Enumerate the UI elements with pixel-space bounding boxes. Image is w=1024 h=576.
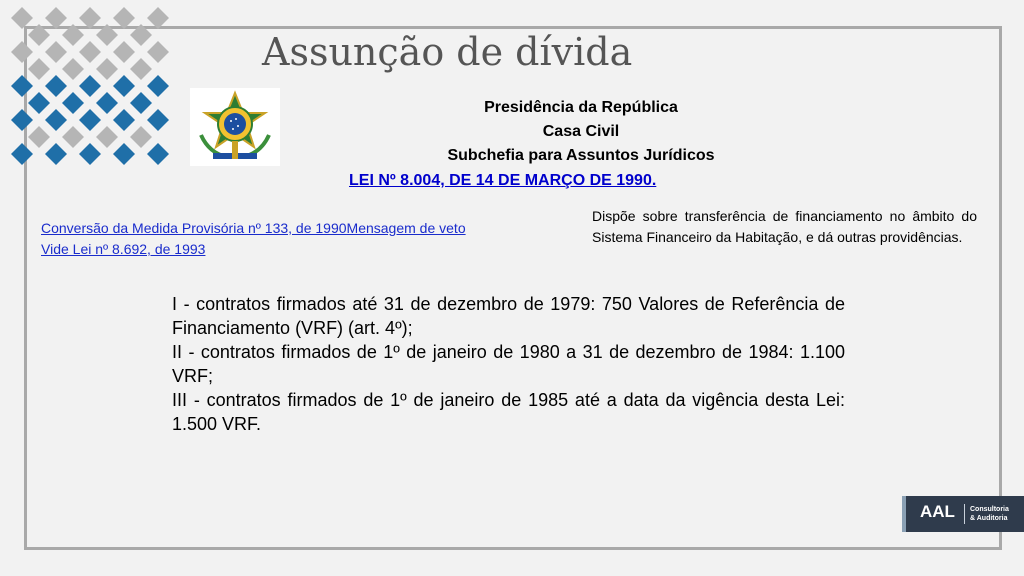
logo-diamond: [45, 7, 67, 29]
issuer-header: [400, 96, 762, 168]
logo-diamond: [130, 24, 152, 46]
reference-links: [41, 218, 466, 260]
logo-diamond: [62, 126, 84, 148]
logo-diamond: [113, 143, 135, 165]
vide-law-link[interactable]: Vide Lei nº 8.692, de 1993: [41, 241, 206, 257]
logo-diamond: [147, 41, 169, 63]
logo-diamond: [96, 92, 118, 114]
header-presidency: Presidência da República: [484, 99, 678, 116]
logo-diamond: [113, 109, 135, 131]
logo-diamond: [45, 143, 67, 165]
law-title-link[interactable]: LEI Nº 8.004, DE 14 DE MARÇO DE 1990.: [349, 172, 657, 189]
brand-subtitle: [970, 505, 1009, 523]
logo-diamond: [130, 58, 152, 80]
logo-diamond: [28, 126, 50, 148]
body-text: [172, 292, 845, 436]
logo-diamond: [11, 75, 33, 97]
logo-diamond: [147, 7, 169, 29]
brand-sub-line2: & Auditoria: [970, 515, 1008, 522]
logo-diamond: [28, 92, 50, 114]
logo-diamond: [147, 109, 169, 131]
logo-diamond: [62, 92, 84, 114]
law-summary: Dispõe sobre transferência de financiamento no âmbito do Sistema Financeiro da Habitação, e dá outras providências.: [592, 208, 977, 245]
logo-diamond: [79, 109, 101, 131]
logo-diamond: [113, 75, 135, 97]
conversion-link[interactable]: Conversão da Medida Provisória nº 133, de 1990: [41, 220, 347, 236]
diamond-grid-logo-icon: [0, 0, 200, 180]
logo-diamond: [113, 41, 135, 63]
logo-diamond: [45, 41, 67, 63]
logo-diamond: [11, 109, 33, 131]
logo-diamond: [28, 24, 50, 46]
logo-diamond: [96, 24, 118, 46]
logo-diamond: [147, 75, 169, 97]
slide-title: Assunção de dívida: [262, 30, 633, 74]
logo-diamond: [62, 24, 84, 46]
logo-diamond: [96, 58, 118, 80]
header-subchefia: Subchefia para Assuntos Jurídicos: [447, 147, 715, 164]
brand-name: AAL: [920, 502, 955, 521]
logo-diamond: [11, 41, 33, 63]
logo-diamond: [79, 75, 101, 97]
logo-diamond: [45, 75, 67, 97]
logo-diamond: [130, 126, 152, 148]
logo-diamond: [28, 58, 50, 80]
brand-badge: [902, 496, 1024, 532]
brazil-coat-of-arms-icon: [190, 88, 280, 166]
logo-diamond: [130, 92, 152, 114]
logo-diamond: [113, 7, 135, 29]
logo-diamond: [79, 143, 101, 165]
brand-divider: [964, 504, 965, 524]
logo-diamond: [11, 143, 33, 165]
body-item-1: I - contratos firmados até 31 de dezembro de 1979: 750 Valores de Referência de Financiamento (VRF) (art. 4º);: [172, 294, 845, 338]
veto-message-link[interactable]: Mensagem de veto: [346, 220, 466, 236]
logo-diamond: [79, 41, 101, 63]
logo-diamond: [11, 7, 33, 29]
logo-diamond: [147, 143, 169, 165]
body-item-3: III - contratos firmados de 1º de janeiro de 1985 até a data da vigência desta Lei: 1.500 VRF.: [172, 390, 845, 434]
body-item-2: II - contratos firmados de 1º de janeiro de 1980 a 31 de dezembro de 1984: 1.100 VRF;: [172, 342, 845, 386]
logo-diamond: [45, 109, 67, 131]
brand-sub-line1: Consultoria: [970, 506, 1009, 513]
logo-diamond: [62, 58, 84, 80]
logo-diamond: [96, 126, 118, 148]
logo-diamond: [79, 7, 101, 29]
header-casa-civil: Casa Civil: [542, 123, 620, 140]
